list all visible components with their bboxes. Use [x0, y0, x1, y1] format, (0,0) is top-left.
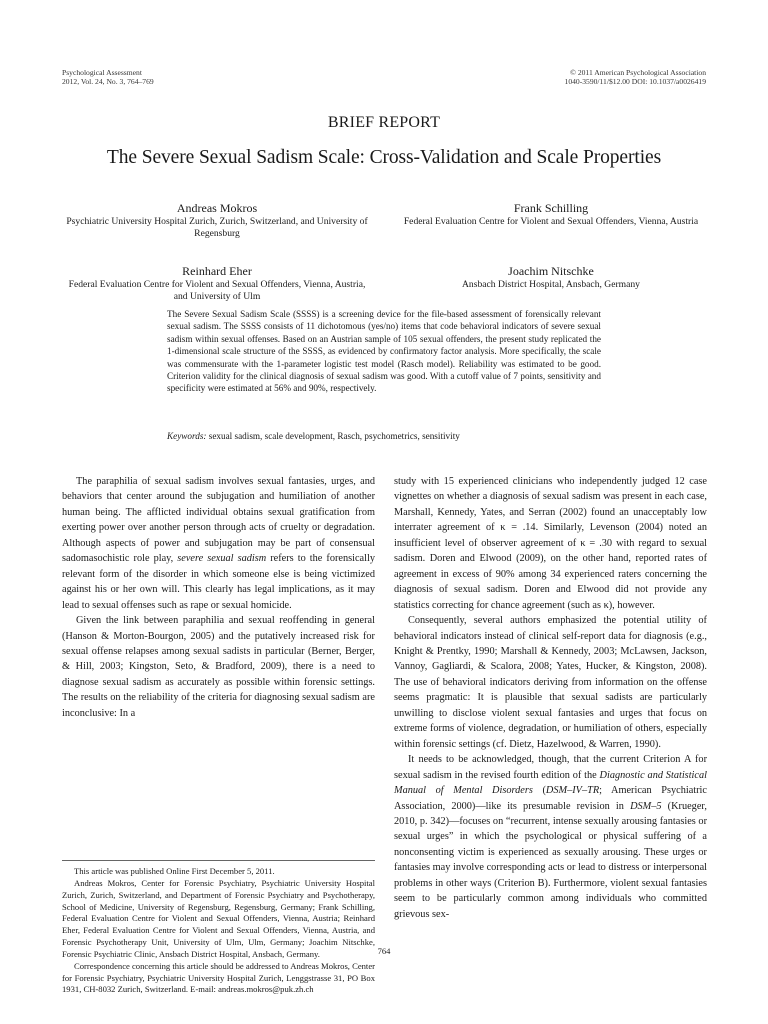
text-run: refers to the forensically relevant form of the disorder in which someone else is being victimized against his or her own will. This clearly has legal implications, as it may lead to sexual offenses such as rape or sexual homicide.: [62, 553, 375, 611]
emphasis-text: DSM–5: [630, 800, 662, 812]
footnote-rule: [62, 860, 375, 861]
author-affiliation: Ansbach District Hospital, Ansbach, Germany: [462, 279, 640, 290]
text-run: (Krueger, 2010, p. 342)—focuses on “recurrent, intense sexually arousing fantasies or sexual urges” in which the psychological or physical suffering of a nonconsenting victim is experienced as sexually arousing. These urges or fantasies may involve corresponding acts or lead to distress or interpersonal problems in other ways (Criterion B). Furthermore, violent sexual fantasies seem to be particularly common among individuals who committed grievous sex-: [394, 800, 707, 920]
keywords-label: Keywords:: [167, 431, 207, 441]
body-paragraph: [394, 752, 707, 922]
running-header-right: [565, 68, 706, 86]
emphasis-text: severe sexual sadism: [177, 553, 267, 565]
doi-line: 1040-3590/11/$12.00 DOI: 10.1037/a0026419: [564, 77, 706, 86]
emphasis-text: Diagnostic and Statistical Manual of Mental Disorders: [394, 769, 707, 797]
text-run: The paraphilia of sexual sadism involves sexual fantasies, urges, and behaviors that center around the subjugation and humiliation of another human being. The afflicted individual obtains sexual gratification from exerting power over another person through acts of cruelty or degradation. Although aspects of power and subjugation may be part of consensual sadomasochistic role play,: [62, 476, 375, 565]
text-run: It needs to be acknowledged, though, that the current Criterion A for sexual sadism in the revised fourth edition of the: [394, 754, 707, 781]
footnote: Correspondence concerning this article should be addressed to Andreas Mokros, Center for Forensic Psychiatry, Psychiatric University Hospital Zurich, Lenggstrasse 31, PO Box 1931, CH-8032 Zurich, Switzerland. E-mail: andreas.mokros@puk.zh.ch: [62, 960, 375, 995]
author-name: Andreas Mokros: [176, 201, 258, 215]
text-run: ; American Psychiatric Association, 2000)—like its presumable revision in: [394, 785, 707, 812]
keywords: [167, 430, 601, 442]
section-label: BRIEF REPORT: [327, 114, 441, 131]
author-block: [62, 201, 372, 241]
author-block: [62, 264, 372, 304]
footnote: This article was published Online First December 5, 2011.: [74, 866, 275, 876]
footnotes: [62, 866, 375, 996]
body-column-left: [62, 474, 375, 721]
author-name: Joachim Nitschke: [508, 264, 594, 278]
keywords-text: sexual sadism, scale development, Rasch, psychometrics, sensitivity: [208, 431, 460, 441]
body-paragraph: Given the link between paraphilia and sexual reoffending in general (Hanson & Morton-Bourgon, 2005) and the putatively increased risk for sexual offense relapses among sexual sadists in particular (Berner, Berger, & Hill, 2003; Kingston, Seto, & Bradford, 2009), there is a need to diagnose sexual sadism as accurately as possible within forensic settings. The results on the reliability of the criteria for diagnosing sexual sadism are inconclusive: In a: [62, 615, 375, 719]
author-name: Reinhard Eher: [182, 264, 252, 278]
body-paragraph: [62, 474, 375, 613]
body-paragraph: Consequently, several authors emphasized the potential utility of behavioral indicators instead of clinical self-report data for diagnosis (e.g., Knight & Prentky, 1990; Marshall & Kennedy, 2003; McLawsen, Jackson, Vannoy, Gagliardi, & Scalora, 2008; Yates, Hucker, & Kingston, 2008). The use of behavioral indicators deriving from information on the offense seems pragmatic: It is plausible that sexual sadists are particularly unwilling to disclose violent sexual fantasies and urges that focus on extreme forms of violence, degradation, or humiliation of others, especially within forensic settings (cf. Dietz, Hazelwood, & Warren, 1990).: [394, 615, 707, 750]
author-block: [396, 201, 706, 228]
journal-name: Psychological Assessment: [62, 68, 142, 77]
page-number: 764: [377, 946, 391, 956]
copyright-line: © 2011 American Psychological Association: [570, 68, 706, 77]
body-column-right: [394, 474, 707, 922]
journal-citation: 2012, Vol. 24, No. 3, 764–769: [62, 77, 154, 86]
author-affiliation: Psychiatric University Hospital Zurich, Zurich, Switzerland, and University of Regensburg: [66, 216, 368, 240]
author-affiliation: Federal Evaluation Centre for Violent and Sexual Offenders, Vienna, Austria: [403, 216, 699, 227]
article-title: The Severe Sexual Sadism Scale: Cross-Validation and Scale Properties: [106, 147, 662, 168]
running-header-left: [62, 68, 154, 86]
abstract: The Severe Sexual Sadism Scale (SSSS) is a screening device for the file-based assessment of forensically relevant sexual sadism. The SSSS consists of 11 dichotomous (yes/no) items that code behavioral indicators of severe sexual sadism within sexual offenses. Based on an Austrian sample of 105 sexual offenders, the present study replicated the 1-dimensional scale structure of the SSSS, as evidenced by confirmatory factor analysis. More specifically, the scale was commensurate with the 1-parameter logistic test model (Rasch model). Reliability was estimated to be good. Criterion validity for the clinical diagnosis of sexual sadism was good. With a cutoff value of 7 points, sensitivity and specificity were estimated at 56% and 90%, respectively.: [167, 309, 601, 394]
body-paragraph: study with 15 experienced clinicians who independently judged 12 case vignettes on whether a diagnosis of sexual sadism was present in each case, Marshall, Kennedy, Yates, and Serran (2002) found an unacceptably low interrater agreement of κ = .14. Similarly, Levenson (2004) noted an insufficient level of observer agreement of κ = .30 with regard to sexual sadism. Doren and Elwood (2009), on the other hand, reported rates of agreement in excess of 90% among 34 experienced raters concerning the diagnosis of sexual sadism. Doren and Elwood did not provide any statistics correcting for chance agreement (such as κ), however.: [394, 476, 707, 611]
footnote: Andreas Mokros, Center for Forensic Psychiatry, Psychiatric University Hospital Zurich, Zurich, Switzerland, and Department of Forensic Psychiatry and Psychotherapy, School of Medicine, University of Regensburg, Regensburg, Germany; Frank Schilling, Federal Evaluation Centre for Violent and Sexual Offenders, Vienna, Austria; Reinhard Eher, Federal Evaluation Centre for Violent and Sexual Offenders, Vienna, Austria, and Forensic Psychotherapy Unit, University of Ulm, Ulm, Germany; Joachim Nitschke, Forensic Psychiatric Clinic, Ansbach District Hospital, Ansbach, Germany.: [62, 877, 375, 959]
text-run: (: [542, 785, 546, 797]
author-affiliation: Federal Evaluation Centre for Violent and Sexual Offenders, Vienna, Austria, and University of Ulm: [68, 279, 366, 303]
author-block: [396, 264, 706, 291]
author-name: Frank Schilling: [513, 201, 589, 215]
emphasis-text: DSM–IV–TR: [545, 785, 600, 797]
